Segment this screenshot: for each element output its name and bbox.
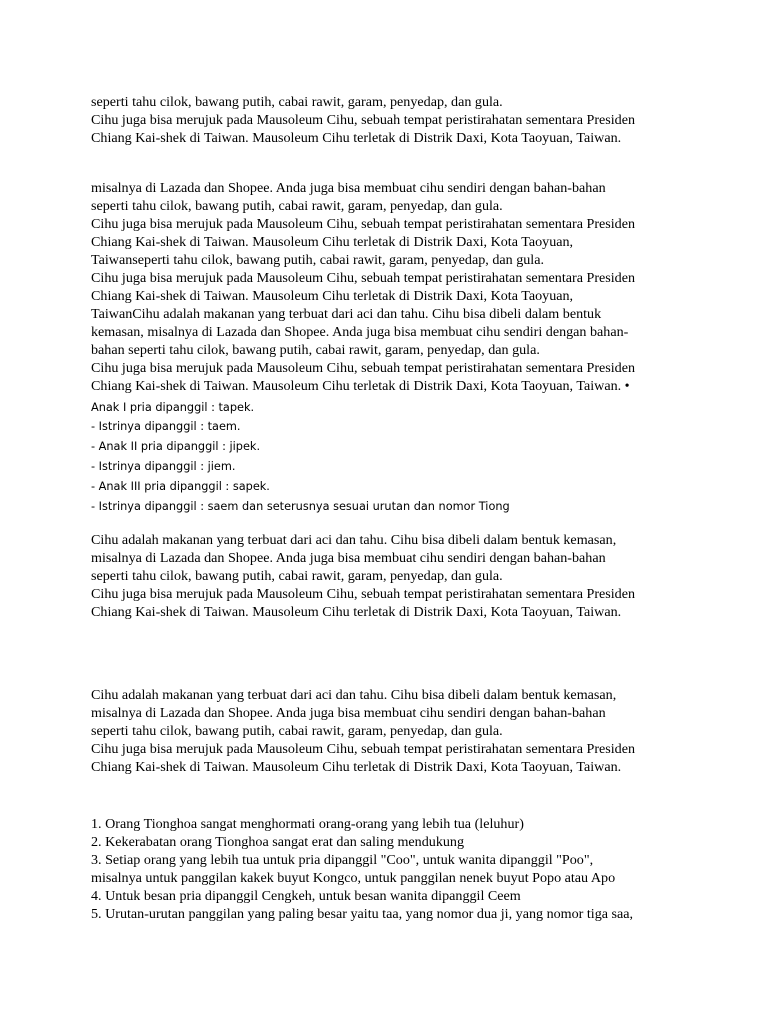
paragraph-block-4 — [91, 686, 691, 776]
text-line: Chiang Kai-shek di Taiwan. Mausoleum Cihu terletak di Distrik Daxi, Kota Taoyuan, — [91, 234, 574, 250]
text-line: Cihu adalah makanan yang terbuat dari aci dan tahu. Cihu bisa dibeli dalam bentuk kemasan, — [91, 687, 617, 703]
list-item: - Istrinya dipanggil : jiem. — [91, 460, 236, 473]
numbered-list-item: 2. Kekerabatan orang Tionghoa sangat erat dan saling mendukung — [91, 834, 465, 850]
numbered-list-item: 5. Urutan-urutan panggilan yang paling besar yaitu taa, yang nomor dua ji, yang nomor tiga saa, — [91, 906, 634, 922]
kinship-terms-list — [91, 399, 691, 517]
text-line: misalnya di Lazada dan Shopee. Anda juga bisa membuat cihu sendiri dengan bahan-bahan — [91, 705, 606, 721]
paragraph-block-2 — [91, 179, 691, 395]
numbered-list-item: 1. Orang Tionghoa sangat menghormati orang-orang yang lebih tua (leluhur) — [91, 816, 524, 832]
text-line: bahan seperti tahu cilok, bawang putih, cabai rawit, garam, penyedap, dan gula. — [91, 342, 540, 358]
text-line: misalnya di Lazada dan Shopee. Anda juga bisa membuat cihu sendiri dengan bahan-bahan — [91, 550, 606, 566]
list-item: - Anak III pria dipanggil : sapek. — [91, 480, 270, 493]
text-line: Cihu juga bisa merujuk pada Mausoleum Cihu, sebuah tempat peristirahatan sementara Presiden — [91, 112, 636, 128]
text-line: TaiwanCihu adalah makanan yang terbuat dari aci dan tahu. Cihu bisa dibeli dalam bentuk — [91, 306, 602, 322]
text-line: Chiang Kai-shek di Taiwan. Mausoleum Cihu terletak di Distrik Daxi, Kota Taoyuan, — [91, 288, 574, 304]
text-line: Cihu juga bisa merujuk pada Mausoleum Cihu, sebuah tempat peristirahatan sementara Presiden — [91, 216, 636, 232]
numbered-list — [91, 815, 691, 923]
text-line: seperti tahu cilok, bawang putih, cabai rawit, garam, penyedap, dan gula. — [91, 198, 503, 214]
paragraph-block-1 — [91, 93, 691, 147]
list-item: Anak I pria dipanggil : tapek. — [91, 401, 255, 414]
text-line: Cihu juga bisa merujuk pada Mausoleum Cihu, sebuah tempat peristirahatan sementara Presiden — [91, 270, 636, 286]
text-line: Chiang Kai-shek di Taiwan. Mausoleum Cihu terletak di Distrik Daxi, Kota Taoyuan, Taiwan. — [91, 604, 622, 620]
list-item: - Istrinya dipanggil : saem dan seterusnya sesuai urutan dan nomor Tiong — [91, 500, 510, 513]
list-item: - Anak II pria dipanggil : jipek. — [91, 440, 261, 453]
text-line: seperti tahu cilok, bawang putih, cabai rawit, garam, penyedap, dan gula. — [91, 723, 503, 739]
list-item: - Istrinya dipanggil : taem. — [91, 420, 241, 433]
text-line: Cihu juga bisa merujuk pada Mausoleum Cihu, sebuah tempat peristirahatan sementara Presiden — [91, 741, 636, 757]
numbered-list-item: 3. Setiap orang yang lebih tua untuk pria dipanggil "Coo", untuk wanita dipanggil "Poo", — [91, 852, 594, 868]
text-line: Chiang Kai-shek di Taiwan. Mausoleum Cihu terletak di Distrik Daxi, Kota Taoyuan, Taiwan. — [91, 759, 622, 775]
text-line: kemasan, misalnya di Lazada dan Shopee. Anda juga bisa membuat cihu sendiri dengan bahan- — [91, 324, 629, 340]
numbered-list-item: 4. Untuk besan pria dipanggil Cengkeh, untuk besan wanita dipanggil Ceem — [91, 888, 521, 904]
numbered-list-item: misalnya untuk panggilan kakek buyut Kongco, untuk panggilan nenek buyut Popo atau Apo — [91, 870, 616, 886]
text-line: Cihu juga bisa merujuk pada Mausoleum Cihu, sebuah tempat peristirahatan sementara Presiden — [91, 586, 636, 602]
text-line: Cihu adalah makanan yang terbuat dari aci dan tahu. Cihu bisa dibeli dalam bentuk kemasan, — [91, 532, 617, 548]
text-line: seperti tahu cilok, bawang putih, cabai rawit, garam, penyedap, dan gula. — [91, 568, 503, 584]
text-line: Taiwanseperti tahu cilok, bawang putih, cabai rawit, garam, penyedap, dan gula. — [91, 252, 544, 268]
text-line: misalnya di Lazada dan Shopee. Anda juga bisa membuat cihu sendiri dengan bahan-bahan — [91, 180, 606, 196]
text-line: Chiang Kai-shek di Taiwan. Mausoleum Cihu terletak di Distrik Daxi, Kota Taoyuan, Taiwan. • — [91, 378, 630, 394]
text-line: Cihu juga bisa merujuk pada Mausoleum Cihu, sebuah tempat peristirahatan sementara Presiden — [91, 360, 636, 376]
paragraph-block-3 — [91, 531, 691, 621]
text-line: seperti tahu cilok, bawang putih, cabai rawit, garam, penyedap, dan gula. — [91, 94, 503, 110]
text-line: Chiang Kai-shek di Taiwan. Mausoleum Cihu terletak di Distrik Daxi, Kota Taoyuan, Taiwan. — [91, 130, 622, 146]
